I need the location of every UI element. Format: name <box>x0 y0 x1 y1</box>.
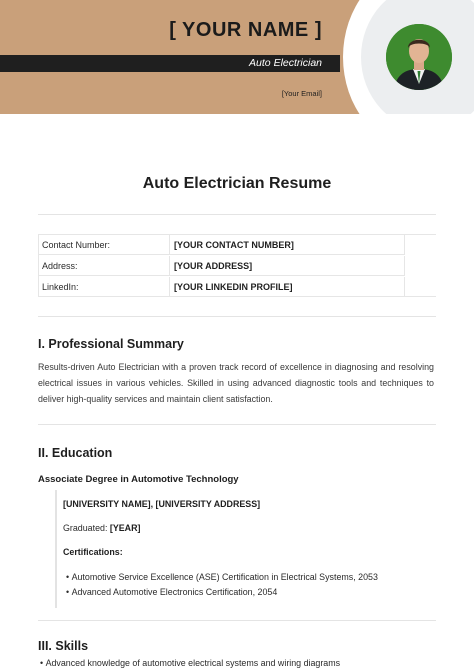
contact-value: [YOUR ADDRESS] <box>170 256 405 276</box>
section-heading-skills: III. Skills <box>38 639 89 653</box>
divider <box>38 214 436 215</box>
graduated-year: [YEAR] <box>109 523 141 533</box>
summary-text: Results-driven Auto Electrician with a proven track record of excellence in diagnosing and resolving electrical issues in various vehicles. Skilled in using advanced diagnostic tools and techniques to deliver high-quality services and maintain client satisfaction. <box>38 362 434 404</box>
list-item: • Advanced Automotive Electronics Certification, 2054 <box>66 587 278 597</box>
avatar <box>386 24 452 90</box>
email-placeholder: [Your Email] <box>281 89 322 98</box>
contact-row-linkedin <box>39 277 405 297</box>
skill-text: Advanced knowledge of automotive electrical systems and wiring diagrams <box>45 658 341 668</box>
contact-label: LinkedIn: <box>39 277 170 297</box>
certifications-label: Certifications: <box>63 547 123 557</box>
divider <box>38 424 436 425</box>
contact-label: Address: <box>39 256 170 276</box>
education-indent-bar <box>55 490 57 608</box>
certification-text: Automotive Service Excellence (ASE) Certification in Electrical Systems, 2053 <box>71 572 378 582</box>
contact-label: Contact Number: <box>39 235 170 255</box>
list-item: • Automotive Service Excellence (ASE) Certification in Electrical Systems, 2053 <box>66 572 378 582</box>
certification-text: Advanced Automotive Electronics Certification, 2054 <box>71 587 278 597</box>
graduated-line <box>63 523 140 533</box>
section-heading-summary: I. Professional Summary <box>38 337 184 351</box>
degree-title: Associate Degree in Automotive Technology <box>38 474 239 485</box>
university-line: [UNIVERSITY NAME], [UNIVERSITY ADDRESS] <box>63 499 261 509</box>
graduated-label: Graduated: <box>63 523 108 533</box>
person-portrait-icon <box>386 24 452 90</box>
divider <box>38 316 436 317</box>
list-item: • Advanced knowledge of automotive electrical systems and wiring diagrams <box>40 658 341 668</box>
job-title-bar <box>0 55 340 72</box>
name-placeholder: [ YOUR NAME ] <box>169 19 322 41</box>
contact-table <box>38 234 436 297</box>
contact-value: [YOUR CONTACT NUMBER] <box>170 235 405 255</box>
contact-row-phone <box>39 235 405 255</box>
section-heading-education: II. Education <box>38 446 113 460</box>
document-title: Auto Electrician Resume <box>142 175 332 192</box>
contact-value: [YOUR LINKEDIN PROFILE] <box>170 277 405 297</box>
job-title: Auto Electrician <box>249 57 322 69</box>
divider <box>38 620 436 621</box>
resume-header <box>0 0 474 114</box>
contact-row-address <box>39 256 405 276</box>
